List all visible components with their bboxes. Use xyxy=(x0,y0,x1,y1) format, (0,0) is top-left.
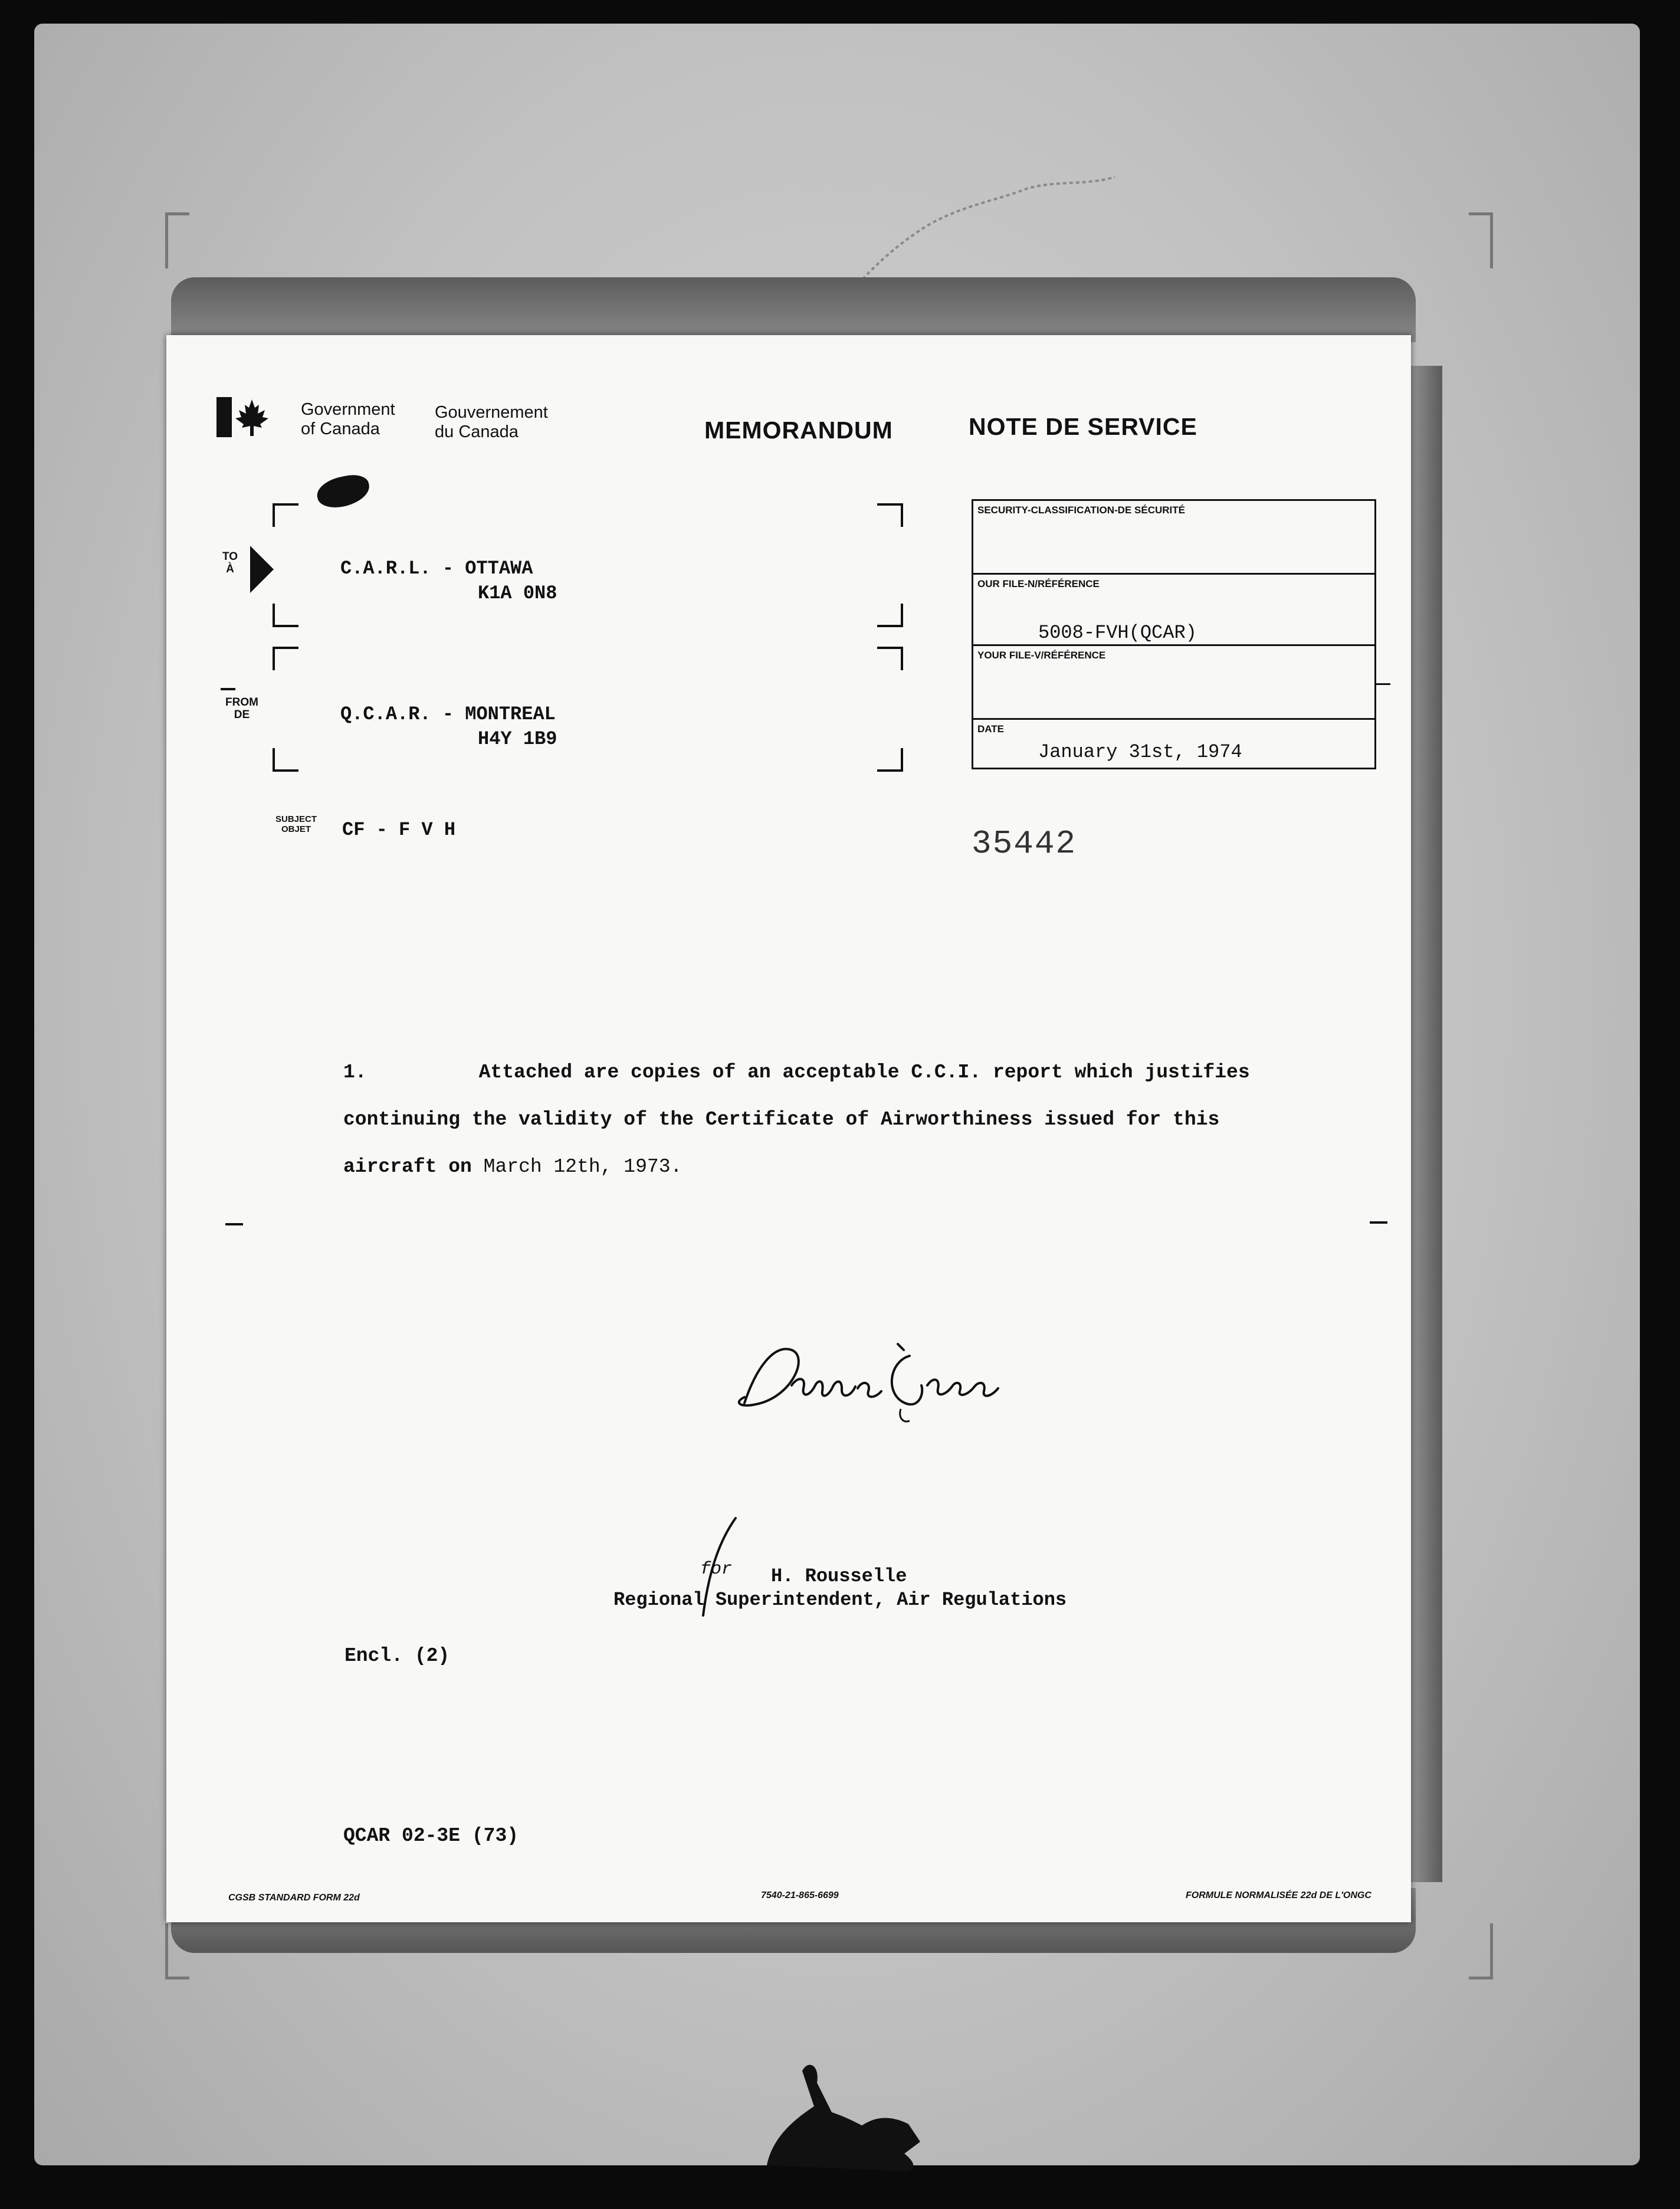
to-address xyxy=(340,556,557,606)
date-label: DATE xyxy=(977,723,1005,735)
from-label-fr: DE xyxy=(234,709,250,721)
memo-sheet xyxy=(166,335,1411,1922)
from-line-1: Q.C.A.R. - MONTREAL xyxy=(340,703,556,725)
footer-center: 7540-21-865-6699 xyxy=(761,1890,839,1900)
shadow-band-right xyxy=(1407,366,1442,1882)
from-line-2: H4Y 1B9 xyxy=(478,728,557,750)
from-label-en: FROM xyxy=(225,696,258,709)
to-label-fr: À xyxy=(226,563,234,575)
certificate-date: March 12th, 1973. xyxy=(483,1156,682,1178)
crop-mark-top-right xyxy=(1469,212,1493,268)
to-line-2: K1A 0N8 xyxy=(478,582,557,604)
title-memorandum: MEMORANDUM xyxy=(704,417,893,444)
government-en-line-2: of Canada xyxy=(301,419,380,438)
our-file-value: 5008-FVH(QCAR) xyxy=(1038,622,1197,644)
to-bracket-bottom-left xyxy=(273,604,298,627)
for-mark: for xyxy=(700,1559,733,1579)
footer-left: CGSB STANDARD FORM 22d xyxy=(228,1893,360,1903)
from-dash xyxy=(221,688,235,690)
crop-mark-bottom-right xyxy=(1469,1923,1493,1979)
your-file-row xyxy=(973,646,1374,720)
arrow-right-icon xyxy=(250,546,274,593)
our-file-row xyxy=(973,575,1374,646)
body-line-2: continuing the validity of the Certificate of Airworthiness issued for this xyxy=(343,1109,1220,1130)
from-bracket-bottom-left xyxy=(273,748,298,772)
to-line-1: C.A.R.L. - OTTAWA xyxy=(340,558,533,579)
maple-leaf-icon xyxy=(234,398,270,437)
to-label xyxy=(222,550,238,575)
your-file-label: YOUR FILE-V/RÉFÉRENCE xyxy=(977,650,1106,661)
body-line-1-text: Attached are copies of an acceptable C.C.I. report which justifies xyxy=(478,1061,1250,1083)
government-fr-line-2: du Canada xyxy=(435,422,519,441)
our-file-label: OUR FILE-N/RÉFÉRENCE xyxy=(977,578,1100,589)
margin-dash-left xyxy=(225,1223,243,1225)
date-value: January 31st, 1974 xyxy=(1038,741,1242,763)
body-line-3 xyxy=(343,1143,1250,1191)
stamp-number: 35442 xyxy=(972,825,1077,863)
memo-body xyxy=(343,1049,1250,1191)
to-bracket-top-left xyxy=(273,503,298,527)
signer-name: H. Rousselle xyxy=(771,1565,907,1587)
security-row xyxy=(973,501,1374,575)
margin-dash-right-top xyxy=(1376,683,1390,685)
to-label-en: TO xyxy=(222,550,238,563)
reference-box xyxy=(972,499,1376,769)
crop-mark-top-left xyxy=(165,212,189,268)
from-bracket-top-left xyxy=(273,647,298,670)
margin-dash-right xyxy=(1370,1221,1387,1224)
flag-bar-icon xyxy=(216,397,232,437)
handwritten-signature xyxy=(721,1320,1004,1427)
from-address xyxy=(340,702,557,752)
form-code: QCAR 02-3E (73) xyxy=(343,1825,519,1847)
body-line-3-prefix: aircraft on xyxy=(343,1156,472,1178)
footer-right: FORMULE NORMALISÉE 22d DE L'ONGC xyxy=(1186,1890,1371,1900)
paragraph-number: 1. xyxy=(343,1061,367,1083)
shadow-band-top xyxy=(171,277,1416,342)
government-en xyxy=(301,400,395,439)
to-bracket-bottom-right xyxy=(877,604,903,627)
subject-label-fr: OBJET xyxy=(281,824,311,834)
ink-smudge xyxy=(731,2047,932,2171)
security-label: SECURITY-CLASSIFICATION-DE SÉCURITÉ xyxy=(977,504,1185,516)
date-row xyxy=(973,720,1374,766)
government-fr xyxy=(435,403,548,442)
title-note-de-service: NOTE DE SERVICE xyxy=(969,413,1197,440)
body-line-1 xyxy=(343,1049,1250,1096)
from-bracket-top-right xyxy=(877,647,903,670)
government-fr-line-1: Gouvernement xyxy=(435,403,548,422)
ink-blot xyxy=(314,471,372,512)
from-label xyxy=(225,696,258,721)
subject-label xyxy=(275,814,317,834)
subject-label-en: SUBJECT xyxy=(275,814,317,824)
subject-value: CF - F V H xyxy=(342,819,456,841)
government-en-line-1: Government xyxy=(301,400,395,419)
enclosure: Encl. (2) xyxy=(344,1645,450,1667)
signer-title: Regional Superintendent, Air Regulations xyxy=(613,1589,1067,1611)
from-bracket-bottom-right xyxy=(877,748,903,772)
to-bracket-top-right xyxy=(877,503,903,527)
